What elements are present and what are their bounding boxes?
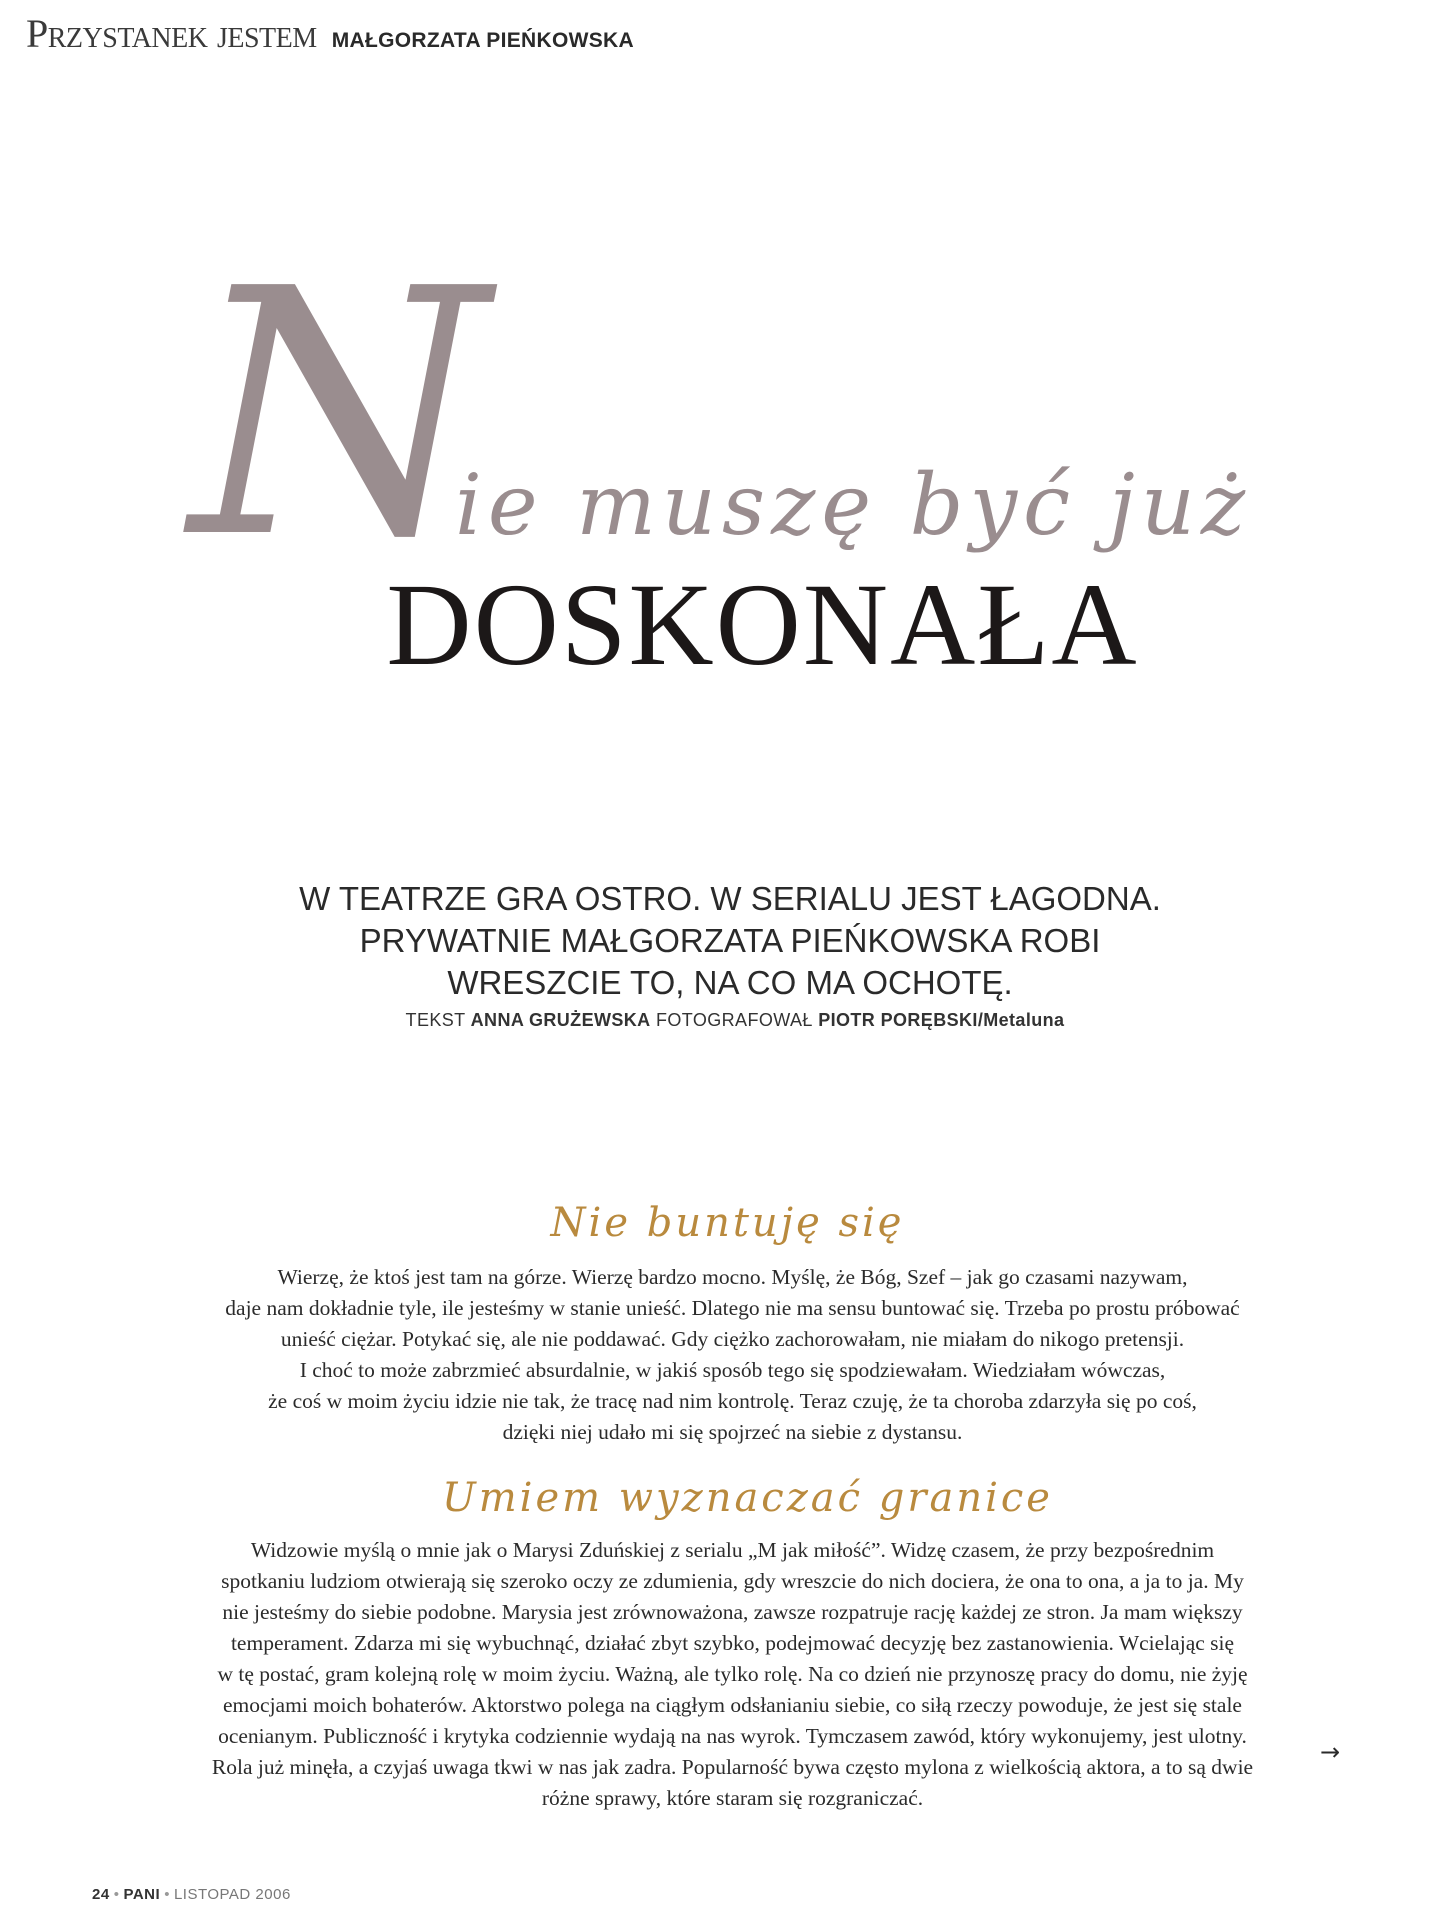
credit-photo-label: FOTOGRAFOWAŁ [655,1010,813,1030]
body-line: że coś w moim życiu idzie nie tak, że tracę nad nim kontrolę. Teraz czuję, że ta choroba zdarzyła się po coś, [268,1389,1197,1413]
body-line: nie jesteśmy do siebie podobne. Marysia jest zrównoważona, zawsze rozpatruje rację każdej ze stron. Ja mam większy [222,1600,1243,1624]
lead-line: W TEATRZE GRA OSTRO. W SERIALU JEST ŁAGODNA. [299,880,1161,917]
lead-line: WRESZCIE TO, NA CO MA OCHOTĘ. [447,964,1013,1001]
rubric-title: Przystanek jestem [26,11,317,56]
title-script-line: ie muszę być już [455,456,1252,554]
body-line: Widzowie myślą o mnie jak o Marysi Zduńskiej z serialu „M jak miłość”. Widzę czasem, że przy bezpośrednim [250,1538,1215,1562]
body-line: w tę postać, gram kolejną rolę w moim życiu. Ważną, ale tylko rolę. Na co dzień nie przynoszę pracy do domu, nie żyję [217,1662,1248,1686]
body-line: dzięki niej udało mi się spojrzeć na siebie z dystansu. [502,1420,963,1444]
body-line: unieść ciężar. Potykać się, ale nie poddawać. Gdy ciężko zachorowałam, nie miałam do nikogo pretensji. [280,1327,1185,1351]
issue-date: LISTOPAD 2006 [173,1886,291,1903]
section-heading: Umiem wyznaczać granice [442,1475,1053,1521]
section-body [150,1535,1315,1814]
page-number: 24 [92,1886,110,1903]
running-header [26,10,634,66]
body-line: różne sprawy, które staram się rozgraniczać. [541,1786,924,1810]
credits [250,1010,1220,1031]
title-script [0,217,1455,613]
body-line: spotkaniu ludziom otwierają się szeroko oczy ze zdumienia, gdy wreszcie do nich dociera, że ona to ona, a ja to ja. My [221,1569,1244,1593]
page-footer [92,1886,291,1903]
header-author: MAŁGORZATA PIEŃKOWSKA [331,29,634,52]
body-line: daje nam dokładnie tyle, ile jesteśmy w stanie unieść. Dlatego nie ma sensu buntować się. Trzeba po prostu próbować [225,1296,1240,1320]
body-line: Rola już minęła, a czyjaś uwaga tkwi w nas jak zadra. Popularność bywa często mylona z wielkością aktora, a to są dwie [211,1755,1254,1779]
section-heading: Nie buntuję się [550,1200,905,1246]
section-body [150,1262,1315,1448]
footer-separator: • [113,1886,120,1903]
credit-text-author: ANNA GRUŻEWSKA [470,1010,651,1030]
body-line: temperament. Zdarza mi się wybuchnąć, działać zbyt szybko, podejmować decyzję bez zastanowienia. Wcielając się [230,1631,1235,1655]
credit-photo-author: PIOTR PORĘBSKI/Metaluna [818,1010,1065,1030]
body-line: I choć to może zabrzmieć absurdalnie, w jakiś sposób tego się spodziewałam. Wiedziałam wówczas, [299,1358,1166,1382]
credit-text-label: TEKST [405,1010,466,1030]
title-initial: N [190,217,488,613]
footer-separator: • [164,1886,170,1903]
lead-paragraph [250,878,1210,1004]
body-line: Wierzę, że ktoś jest tam na górze. Wierzę bardzo mocno. Myślę, że Bóg, Szef – jak go czasami nazywam, [277,1265,1188,1289]
magazine-name: PANI [123,1886,161,1903]
body-line: ocenianym. Publiczność i krytyka codziennie wydają na nas wyrok. Tymczasem zawód, który wykonujemy, jest ulotny. [218,1724,1247,1748]
continue-arrow-icon: → [1320,1738,1341,1766]
body-line: emocjami moich bohaterów. Aktorstwo polega na ciągłym odsłanianiu siebie, co siłą rzeczy powoduje, że jest się stale [223,1693,1242,1717]
page-title: DOSKONAŁA [386,559,1139,690]
lead-line: PRYWATNIE MAŁGORZATA PIEŃKOWSKA ROBI [359,922,1101,959]
